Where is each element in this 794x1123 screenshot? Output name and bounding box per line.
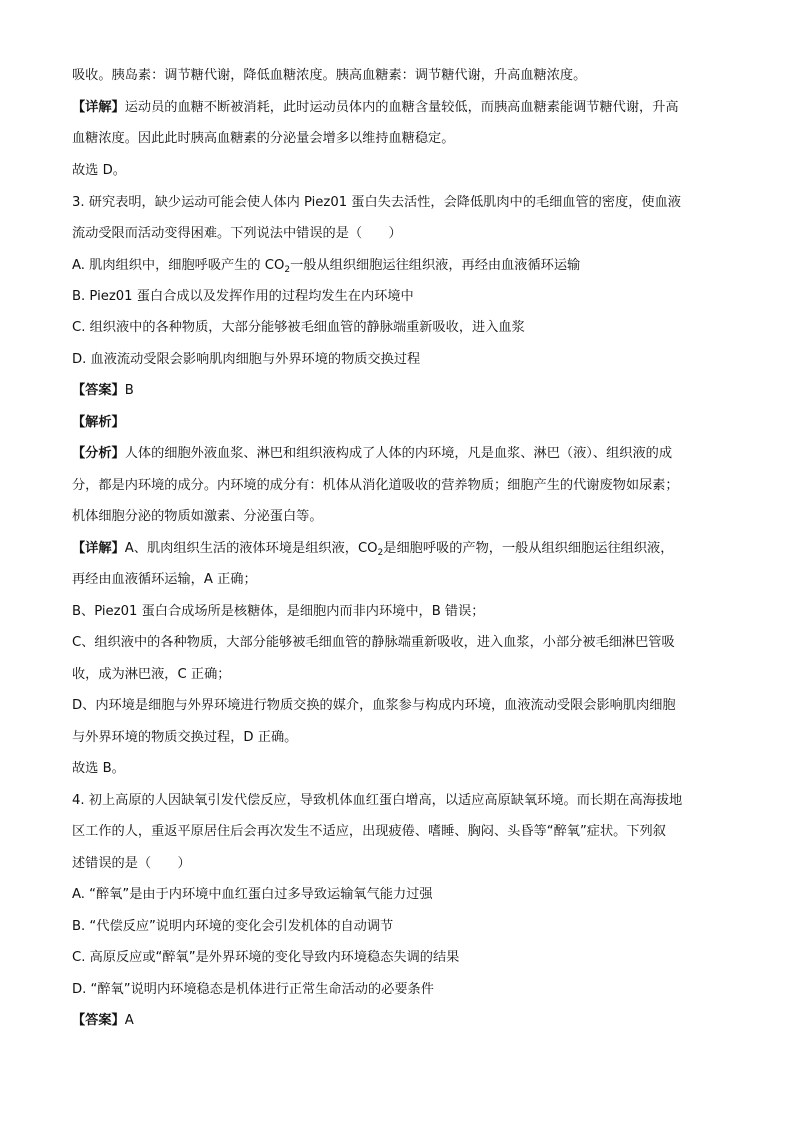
text-span: 人体的细胞外液血浆、淋巴和组织液构成了人体的内环境，凡是血浆、淋巴（液）、组织液的成: [124, 446, 673, 461]
conclusion-line: 故选 B。: [72, 761, 125, 776]
option-b: B. “代偿反应”说明内环境的变化会引发机体的自动调节: [72, 919, 394, 934]
text-line: [72, 444, 732, 464]
question-3-stem: 流动受限而活动变得困难。下列说法中错误的是（ ）: [72, 226, 402, 241]
question-4-stem: 4. 初上高原的人因缺氧引发代偿反应，导致机体血红蛋白增高，以适应高原缺氧环境。而长期在高海拔地: [72, 793, 683, 808]
option-c: C. 组织液中的各种物质，大部分能够被毛细血管的静脉端重新吸收，进入血浆: [72, 320, 525, 335]
text-line: 分，都是内环境的成分。内环境的成分有：机体从消化道吸收的营养物质；细胞产生的代谢废物如尿素；: [72, 478, 679, 493]
section-tag: 【分析】: [72, 446, 125, 461]
text-span: 运动员的血糖不断被消耗，此时运动员体内的血糖含量较低，而胰高血糖素能调节糖代谢，升高: [124, 100, 679, 115]
answer-value: A: [124, 1013, 134, 1028]
text-line: 与外界环境的物质交换过程，D 正确。: [72, 730, 298, 745]
option-d: D. “醉氧”说明内环境稳态是机体进行正常生命活动的必要条件: [72, 982, 434, 997]
option-b: B. Piez01 蛋白合成以及发挥作用的过程均发生在内环境中: [72, 289, 414, 304]
text-span: 是细胞呼吸的产物，一般从组织细胞运往组织液，: [383, 541, 674, 556]
question-4-stem: 述错误的是（ ）: [72, 856, 191, 871]
conclusion-line: 故选 D。: [72, 163, 126, 178]
text-line: 收，成为淋巴液，C 正确；: [72, 667, 231, 682]
answer-value: B: [124, 383, 134, 398]
text-span: A. 肌肉组织中，细胞呼吸产生的 CO: [72, 258, 285, 273]
text-line: B、Piez01 蛋白合成场所是核糖体，是细胞内而非内环境中，B 错误；: [72, 604, 485, 619]
text-line: C、组织液中的各种物质，大部分能够被毛细血管的静脉端重新吸收，进入血浆，小部分被毛细淋巴管吸: [72, 635, 675, 650]
section-tag: 【详解】: [72, 541, 125, 556]
question-3-stem: 3. 研究表明，缺少运动可能会使人体内 Piez01 蛋白失去活性，会降低肌肉中的毛细血管的密度，使血液: [72, 195, 681, 210]
section-tag: 【详解】: [72, 100, 125, 115]
text-line: 再经由血液循环运输，A 正确；: [72, 572, 257, 587]
subscript: 2: [284, 265, 291, 275]
text-line: D、内环境是细胞与外界环境进行物质交换的媒介，血浆参与构成内环境，血液流动受限会影响肌肉细胞: [72, 698, 676, 713]
question-4-stem: 区工作的人，重返平原居住后会再次发生不适应，出现疲倦、嗜睡、胸闷、头昏等“醉氧”症状。下列叙: [72, 824, 666, 839]
text-line: [72, 539, 732, 559]
option-c: C. 高原反应或“醉氧”是外界环境的变化导致内环境稳态失调的结果: [72, 950, 460, 965]
option-a: A. “醉氧”是由于内环境中血红蛋白过多导致运输氧气能力过强: [72, 887, 433, 902]
section-tag: 【答案】: [72, 1013, 125, 1028]
text-span: A、肌肉组织生活的液体环境是组织液，CO: [124, 541, 378, 556]
option-a: [72, 256, 732, 276]
analysis-heading: 【解析】: [72, 415, 125, 430]
answer-line: [72, 1011, 732, 1031]
text-line: [72, 98, 732, 118]
answer-line: [72, 381, 732, 401]
option-d: D. 血液流动受限会影响肌肉细胞与外界环境的物质交换过程: [72, 352, 421, 367]
text-line: 机体细胞分泌的物质如激素、分泌蛋白等。: [72, 509, 323, 524]
section-tag: 【答案】: [72, 383, 125, 398]
subscript: 2: [377, 548, 384, 558]
text-span: 一般从组织细胞运往组织液，再经由血液循环运输: [290, 258, 581, 273]
text-line: 血糖浓度。因此此时胰高血糖素的分泌量会增多以维持血糖稳定。: [72, 131, 455, 146]
text-line: 吸收。胰岛素：调节糖代谢，降低血糖浓度。胰高血糖素：调节糖代谢，升高血糖浓度。: [72, 68, 587, 83]
